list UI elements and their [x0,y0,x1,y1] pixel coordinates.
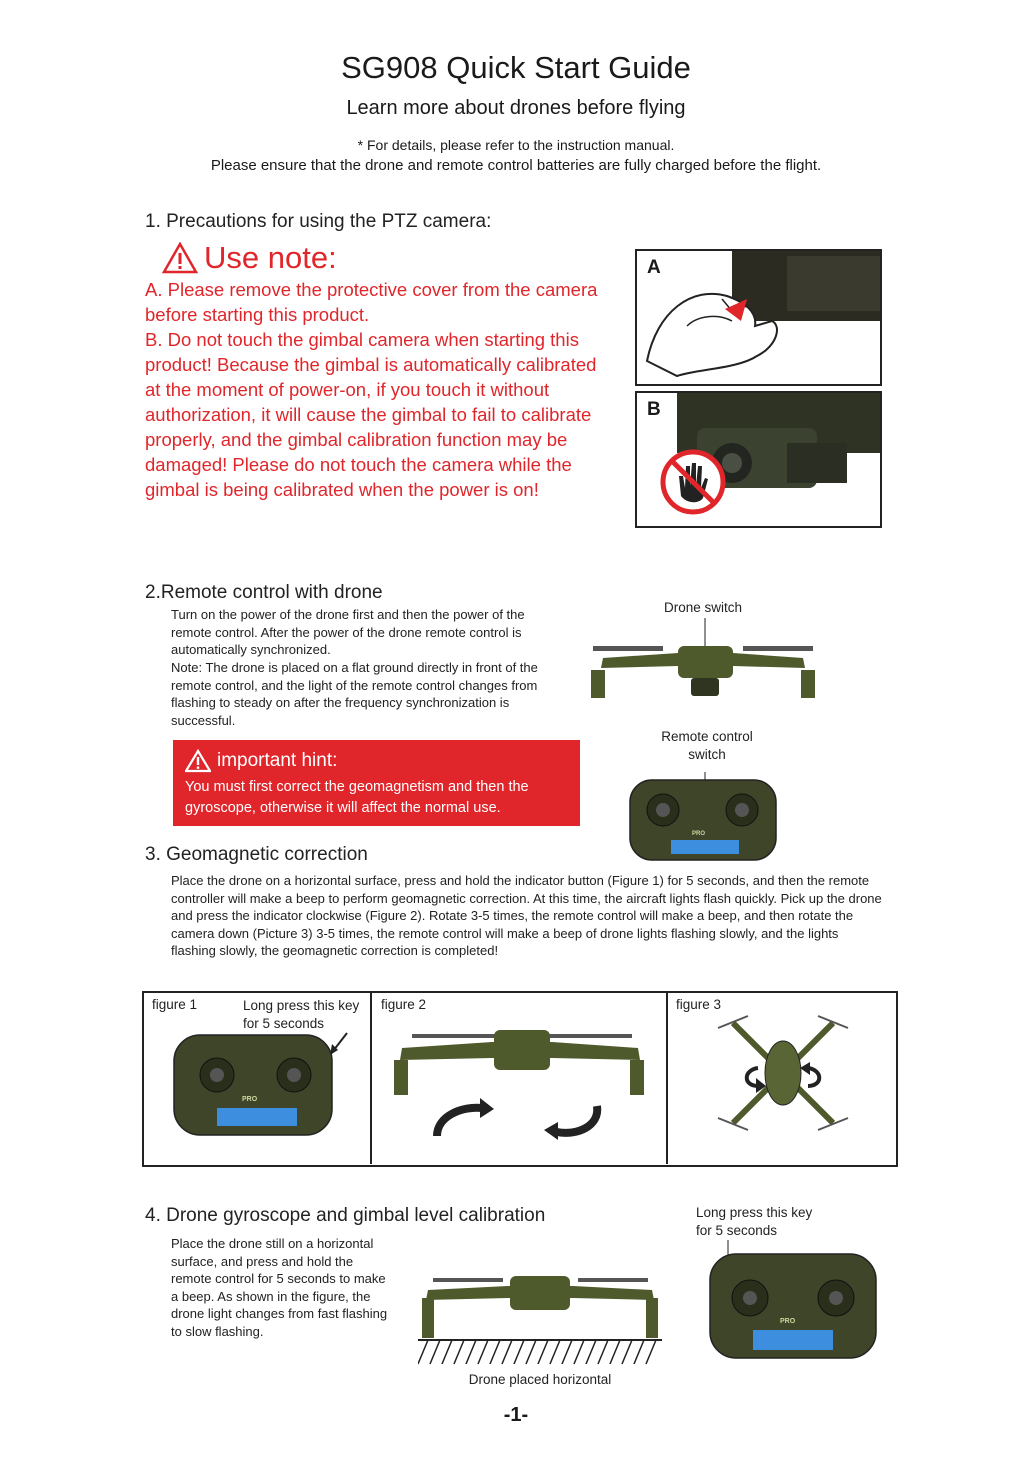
section2-note: Note: The drone is placed on a flat ground directly in front of the remote control, and the light of the remote control changes from flashing to steady on after the frequency synchronization is successful. [171,660,538,728]
panel-a [635,249,882,386]
figure1-caption-2: for 5 seconds [243,1016,325,1031]
section4-remote [708,1240,878,1360]
figure2-drone-rotate-illustration [382,1018,658,1148]
section3-body: Place the drone on a horizontal surface, press and hold the indicator button (Figure 1) for 5 seconds, and then the remote controller will make a beep to perform geomagnetic correction. At this time, the aircraft lights flash quickly. Pick up the drone and press the indicator clockwise (Figure 2). Rotate 3-5 times, the remote control will make a beep, and then rotate the camera down (Picture 3) 3-5 times, the remote control will make a beep of drone lights flashing slowly, and the lights flashing slowly, the geomagnetic correction is completed! [171,873,882,959]
hint-text: You must first correct the geomagnetism and then the gyroscope, otherwise it will affect the normal use. [185,779,529,816]
remote-brand-fig1: PRO [242,1096,258,1103]
remote-brand-s2: PRO [692,831,706,837]
drone-switch-label: Drone switch [664,600,743,615]
use-note-title: Use note: [162,240,337,276]
figure1-label: figure 1 [152,997,198,1012]
figure3-drone-topview-illustration [708,998,858,1148]
page-number: -1- [503,1404,529,1426]
figure1-remote [172,1030,352,1140]
section4-key-caption-2: for 5 seconds [696,1223,778,1238]
no-touch-icon [659,448,727,516]
section2-body: Turn on the power of the drone first and then the power of the remote control. After the power of the drone remote control is automatically synchronized. [171,607,525,658]
detail-note: * For details, please refer to the instruction manual. [357,137,675,153]
battery-note: Please ensure that the drone and remote control batteries are fully charged before the flight. [210,157,822,174]
panel-b-label: B [647,399,661,420]
warning-icon [162,242,198,274]
section3-heading: 3. Geomagnetic correction [145,844,368,865]
section2-heading: 2.Remote control with drone [145,582,383,603]
figure3-label: figure 3 [676,997,722,1012]
section1-heading: 1. Precautions for using the PTZ camera: [145,211,492,232]
figure1-caption-1: Long press this key [243,998,360,1013]
panel-b [635,391,882,528]
drone-level-illustration [418,1268,662,1368]
ground-caption: Drone placed horizontal [468,1372,612,1387]
section4-heading: 4. Drone gyroscope and gimbal level calibration [145,1205,546,1226]
page-subtitle: Learn more about drones before flying [346,97,686,119]
important-hint-box [173,740,580,826]
remote-controller-illustration [172,1030,352,1140]
remote-switch-label-2: switch [688,747,726,762]
note-a: A. Please remove the protective cover from the camera before starting this product. [145,279,598,325]
panel-a-label: A [647,257,661,278]
section4-body: Place the drone still on a horizontal surface, and press and hold the remote control for 5 seconds to make a beep. As shown in the figure, the drone light changes from fast flashing to slow flashing. [171,1236,388,1339]
figure-divider [666,992,668,1164]
remote-switch-label-1: Remote control [661,729,753,744]
section4-key-caption-1: Long press this key [696,1205,813,1220]
drone-front-illustration [583,618,823,708]
remote-controller-illustration [628,772,778,862]
hint-title: important hint: [185,749,337,773]
remote-controller-illustration [708,1240,878,1360]
warning-icon [185,749,211,773]
remote-controller-s2 [628,772,778,862]
page-title: SG908 Quick Start Guide [341,50,691,85]
figure2-label: figure 2 [381,997,427,1012]
figure-divider [370,992,372,1164]
remote-brand-s4: PRO [780,1318,796,1325]
hand-removing-cover-illustration [637,251,880,384]
note-b: B. Do not touch the gimbal camera when starting this product! Because the gimbal is automatically calibrated at the moment of power-on, if you touch it without authorization, it will cause the gimbal to fail to calibrate properly, and the gimbal calibration function may be damaged! Please do not touch the camera while the gimbal is being calibrated when the power is on! [145,329,597,500]
